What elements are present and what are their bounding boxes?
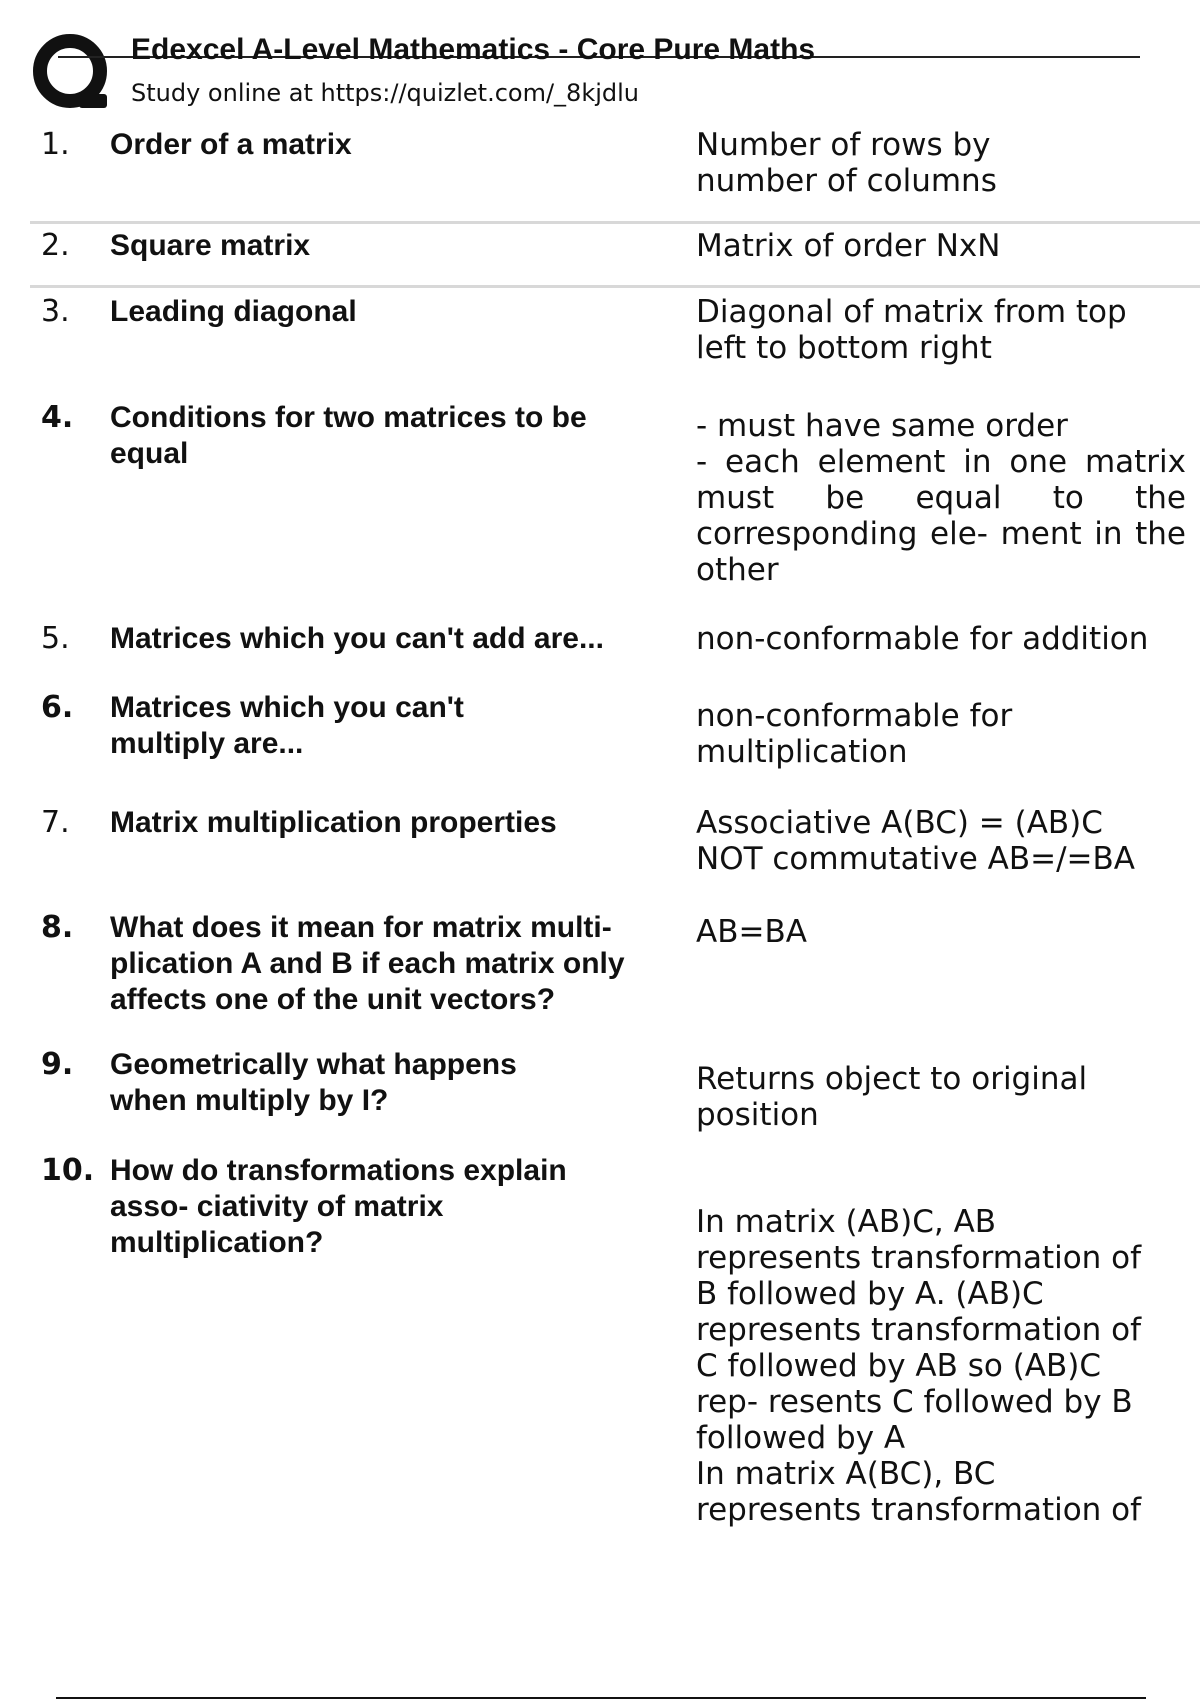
card-divider xyxy=(30,285,1200,288)
definition-line: NOT commutative AB=/=BA xyxy=(696,841,1135,877)
definition-line: In matrix (AB)C, AB xyxy=(696,1204,997,1240)
definition-line: multiplication xyxy=(696,734,908,770)
definition-line: position xyxy=(696,1097,819,1133)
card-term: Matrix multiplication properties xyxy=(110,806,557,839)
definition-line: Returns object to original xyxy=(696,1061,1088,1097)
definition-line: Associative A(BC) = (AB)C xyxy=(696,805,1103,841)
definition-line: - must have same order xyxy=(696,408,1068,444)
definition-line: C followed by AB so (AB)C xyxy=(696,1348,1102,1384)
card-term: What does it mean for matrix multi- plication A and B if each matrix only affects one of the unit vectors? xyxy=(110,911,625,1016)
card-term: Matrices which you can't multiply are... xyxy=(110,691,464,760)
card-definition xyxy=(696,698,1186,770)
card-term: Conditions for two matrices to be equal xyxy=(110,401,587,470)
card-term: Order of a matrix xyxy=(110,128,352,161)
card-term: Leading diagonal xyxy=(110,295,357,328)
definition-line: - each element in one matrix must be equal to the corresponding ele- ment in the other xyxy=(696,444,1186,588)
definition-line: represents transformation of xyxy=(696,1312,1142,1348)
definition-line: non-conformable for xyxy=(696,698,1013,734)
card-number: 8. xyxy=(41,910,74,945)
definition-line: represents transformation of xyxy=(696,1240,1142,1276)
card-term: How do transformations explain asso- ciativity of matrix multiplication? xyxy=(110,1154,567,1259)
definition-line: AB=BA xyxy=(696,914,807,950)
definition-line: followed by A xyxy=(696,1420,906,1456)
card-number: 5. xyxy=(41,621,70,656)
page-bottom-rule xyxy=(56,1697,1146,1699)
definition-line: Matrix of order NxN xyxy=(696,228,1001,264)
definition-line: In matrix A(BC), BC xyxy=(696,1456,996,1492)
card-number: 10. xyxy=(41,1153,95,1188)
card-term: Square matrix xyxy=(110,229,311,262)
card-number: 1. xyxy=(41,127,70,162)
study-link[interactable]: Study online at https://quizlet.com/_8kjdlu xyxy=(131,79,640,107)
card-divider xyxy=(30,221,1200,224)
definition-line: left to bottom right xyxy=(696,330,992,366)
card-definition xyxy=(696,805,1186,877)
definition-line: Number of rows by xyxy=(696,127,991,163)
card-definition xyxy=(696,294,1186,366)
card-number: 7. xyxy=(41,805,70,840)
card-number: 3. xyxy=(41,294,70,329)
card-definition xyxy=(696,914,1186,950)
card-definition xyxy=(696,228,1186,264)
card-term: Matrices which you can't add are... xyxy=(110,622,604,655)
definition-line: number of columns xyxy=(696,163,997,199)
card-term: Geometrically what happens when multiply by I? xyxy=(110,1048,517,1117)
card-definition xyxy=(696,621,1186,657)
card-number: 4. xyxy=(41,400,74,435)
definition-line: non-conformable for addition xyxy=(696,621,1149,657)
quizlet-q-logo-icon xyxy=(33,34,109,110)
card-definition xyxy=(696,408,1186,588)
definition-line: Diagonal of matrix from top xyxy=(696,294,1127,330)
card-number: 9. xyxy=(41,1047,74,1082)
definition-line: B followed by A. (AB)C xyxy=(696,1276,1044,1312)
card-number: 2. xyxy=(41,228,70,263)
card-definition xyxy=(696,127,1186,199)
card-definition xyxy=(696,1204,1186,1528)
definition-line: represents transformation of xyxy=(696,1492,1142,1528)
card-number: 6. xyxy=(41,690,74,725)
definition-line: rep- resents C followed by B xyxy=(696,1384,1133,1420)
card-definition xyxy=(696,1061,1186,1133)
page-title: Edexcel A-Level Mathematics - Core Pure Maths xyxy=(131,33,816,66)
